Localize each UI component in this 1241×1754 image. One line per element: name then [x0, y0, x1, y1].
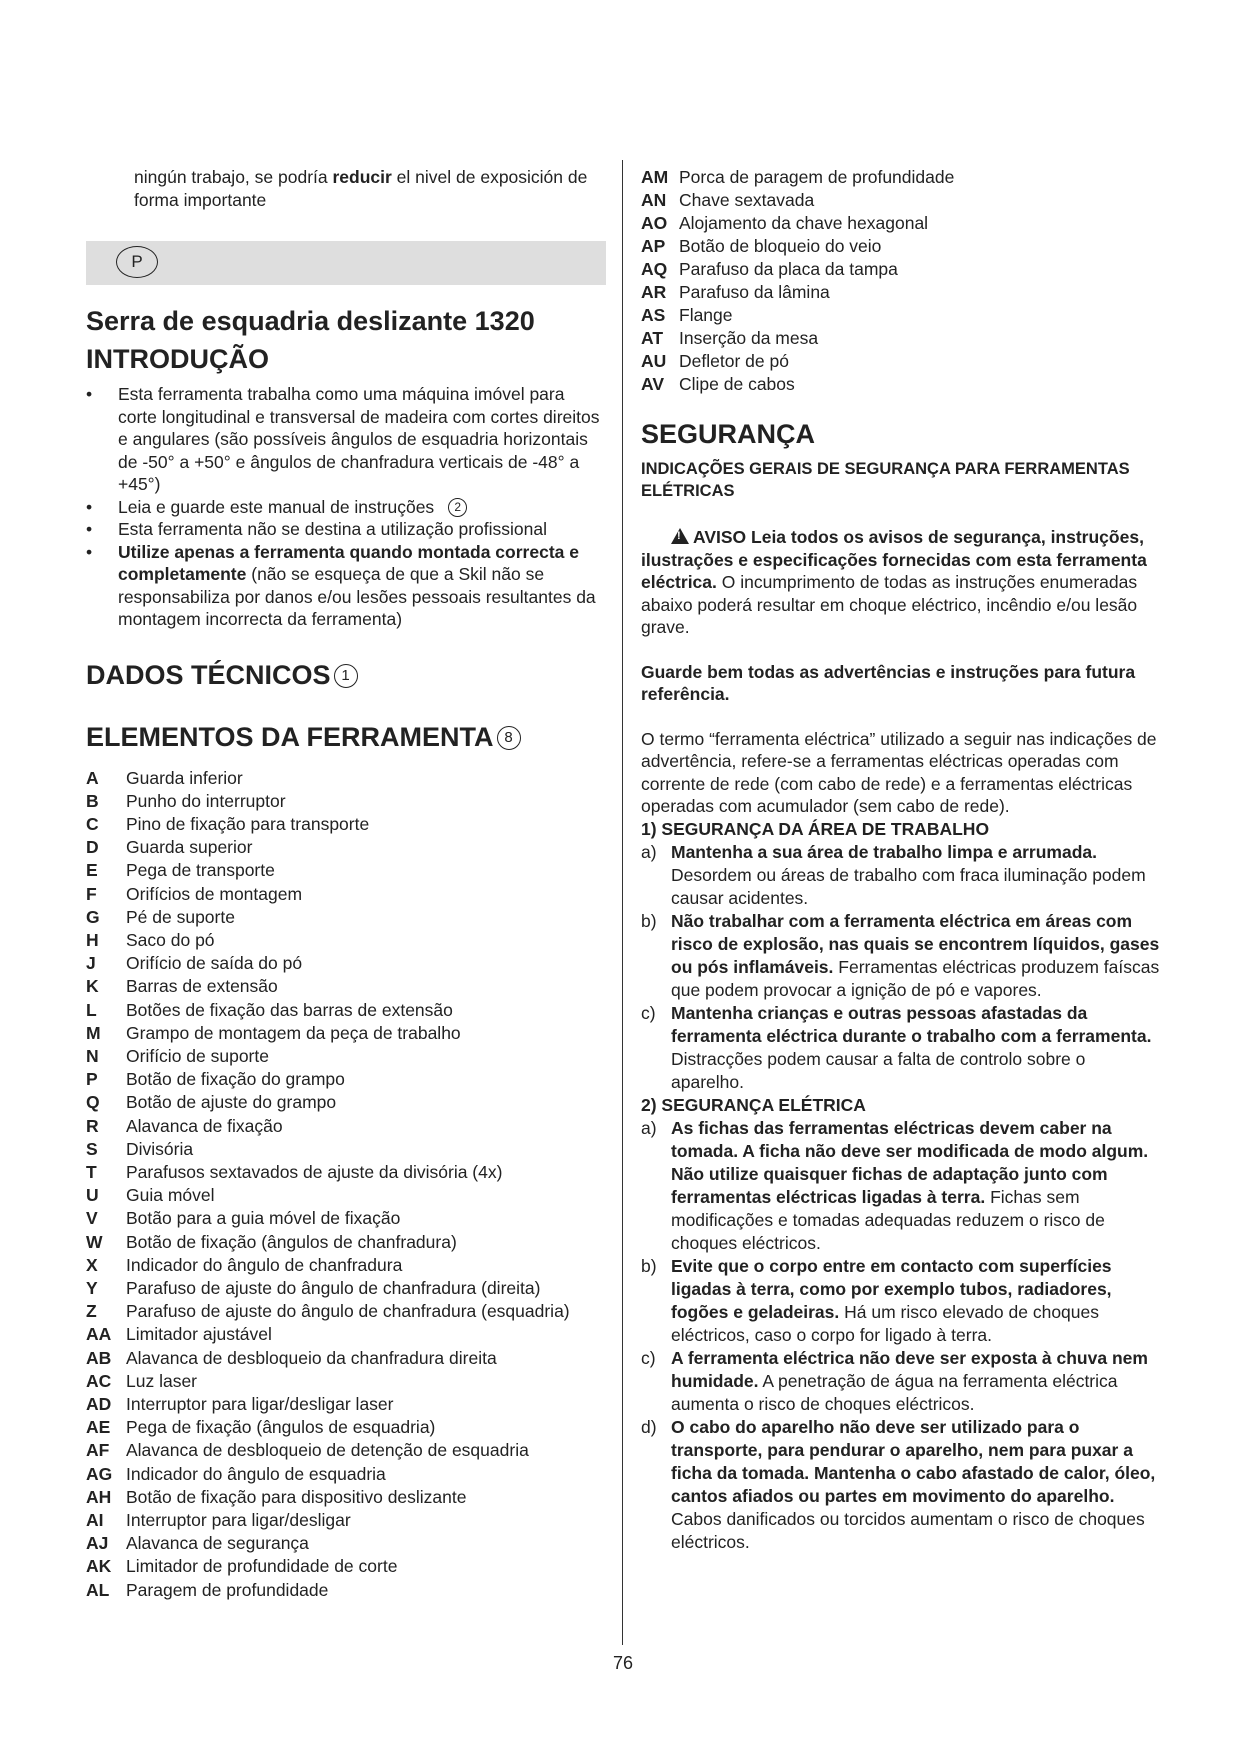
- left-column: [86, 166, 606, 1602]
- element-label: Pega de transporte: [126, 860, 275, 881]
- element-code: S: [86, 1138, 98, 1159]
- element-label: Barras de extensão: [126, 976, 278, 997]
- item-bold-text: Mantenha a sua área de trabalho limpa e arrumada.: [671, 841, 1097, 862]
- element-row: [86, 1184, 606, 1207]
- element-row: [86, 1207, 606, 1230]
- element-label: Orifício de suporte: [126, 1045, 269, 1066]
- element-code: U: [86, 1185, 99, 1206]
- figure-ref-8: 8: [497, 726, 521, 750]
- element-code: AK: [86, 1556, 112, 1577]
- list-item: • Utilize apenas a ferramenta quando montada correcta e completamente (não se esqueça de que a Skil não se responsabiliza por danos e/ou lesões pessoais resultantes da montagem incorrecta da ferramenta): [86, 541, 606, 631]
- item-bold-text: Mantenha crianças e outras pessoas afastadas da ferramenta eléctrica durante o trabalho com a ferramenta.: [671, 1002, 1152, 1046]
- language-bar: [86, 241, 606, 285]
- item-letter: b): [641, 910, 657, 931]
- element-code: A: [86, 767, 99, 788]
- item-bold-text: As fichas das ferramentas eléctricas devem caber na tomada. A ficha não deve ser modificada de modo algum. Não utilize quaisquer fichas de adaptação junto com ferramentas eléctricas ligadas à terra.: [671, 1117, 1149, 1207]
- element-label: Indicador do ângulo de chanfradura: [126, 1254, 403, 1275]
- list-item: • Esta ferramenta não se destina a utilização profissional: [86, 518, 606, 541]
- document-title: Serra de esquadria deslizante 1320: [86, 306, 535, 336]
- figure-ref-2: 2: [448, 498, 467, 517]
- element-row: [86, 975, 606, 998]
- dados-tecnicos-heading: DADOS TÉCNICOS 1: [86, 657, 606, 693]
- item-text: Cabos danificados ou torcidos aumentam o risco de choques eléctricos.: [671, 1508, 1145, 1552]
- element-label: Botão de fixação (ângulos de chanfradura): [126, 1231, 457, 1252]
- element-code: K: [86, 976, 99, 997]
- element-row: [86, 1161, 606, 1184]
- element-row: [641, 373, 1161, 396]
- element-row: [86, 883, 606, 906]
- figure-ref-1: 1: [334, 664, 358, 688]
- item-bold-text: Não trabalhar com a ferramenta eléctrica em áreas com risco de explosão, nas quais se encontrem líquidos, gases ou pós inflamáveis.: [671, 910, 1160, 977]
- element-code: R: [86, 1115, 99, 1136]
- element-code: C: [86, 813, 99, 834]
- element-label: Interruptor para ligar/desligar: [126, 1510, 351, 1530]
- element-row: [641, 166, 1161, 189]
- element-row: [86, 1138, 606, 1161]
- element-row: [86, 1300, 606, 1323]
- element-label: Botão de ajuste do grampo: [126, 1092, 337, 1113]
- element-row: [86, 1323, 606, 1346]
- element-code: AQ: [641, 259, 668, 279]
- safety-item: [641, 910, 1161, 1002]
- element-row: [86, 1347, 606, 1370]
- element-label: Paragem de profundidade: [126, 1579, 329, 1600]
- element-row: [641, 189, 1161, 212]
- element-code: AG: [86, 1463, 113, 1484]
- element-row: [86, 999, 606, 1022]
- element-code: AU: [641, 351, 667, 371]
- element-row: [641, 235, 1161, 258]
- element-row: [86, 790, 606, 813]
- element-code: W: [86, 1231, 103, 1252]
- element-label: Alavanca de fixação: [126, 1115, 283, 1136]
- seguranca-subheading: INDICAÇÕES GERAIS DE SEGURANÇA PARA FERRAMENTAS ELÉTRICAS: [641, 460, 1130, 500]
- element-label: Alavanca de segurança: [126, 1533, 309, 1554]
- safety-item: [641, 1347, 1161, 1416]
- element-code: F: [86, 883, 97, 904]
- element-label: Botão de bloqueio do veio: [679, 236, 882, 256]
- element-code: AJ: [86, 1533, 109, 1554]
- safety-item: [641, 1002, 1161, 1094]
- safety-item: [641, 1117, 1161, 1255]
- element-code: Z: [86, 1301, 97, 1322]
- element-code: E: [86, 860, 98, 881]
- element-code: AF: [86, 1440, 110, 1461]
- element-label: Alojamento da chave hexagonal: [679, 213, 929, 233]
- element-label: Parafuso de ajuste do ângulo de chanfradura (esquadria): [126, 1301, 570, 1322]
- element-row: [86, 859, 606, 882]
- element-label: Parafuso da lâmina: [679, 282, 830, 302]
- element-label: Clipe de cabos: [679, 374, 795, 394]
- element-code: J: [86, 953, 96, 974]
- element-row: [86, 1486, 606, 1509]
- item-text: Há um risco elevado de choques eléctricos, caso o corpo for ligado à terra.: [671, 1301, 1099, 1345]
- element-row: [86, 1115, 606, 1138]
- element-code: AB: [86, 1347, 112, 1368]
- element-label: Divisória: [126, 1138, 194, 1159]
- element-code: AN: [641, 190, 667, 210]
- element-row: [86, 767, 606, 790]
- element-row: [86, 929, 606, 952]
- element-row: [86, 1091, 606, 1114]
- previous-text-continuation: ningún trabajo, se podría reducir el nivel de exposición de forma importante: [134, 167, 588, 210]
- element-row: [86, 1045, 606, 1068]
- item-letter: d): [641, 1416, 657, 1437]
- item-bold-text: O cabo do aparelho não deve ser utilizado para o transporte, para pendurar o aparelho, nem para puxar a ficha da tomada. Mantenha o cabo afastado de calor, óleo, cantos afiados ou partes em movimento do aparelho.: [671, 1416, 1156, 1506]
- element-code: AH: [86, 1486, 112, 1507]
- termo-paragraph: O termo “ferramenta eléctrica” utilizado a seguir nas indicações de advertência, refere-se a ferramentas eléctricas operadas com corrente de rede (com cabo de rede) e a ferramentas eléctricas operadas com acumulador (sem cabo de rede).: [641, 728, 1157, 816]
- element-code: G: [86, 906, 100, 927]
- element-label: Guarda superior: [126, 837, 253, 858]
- element-label: Chave sextavada: [679, 190, 815, 210]
- element-row: [86, 1393, 606, 1416]
- element-code: L: [86, 999, 97, 1020]
- element-label: Alavanca de desbloqueio de detenção de esquadria: [126, 1440, 529, 1461]
- element-row: [86, 836, 606, 859]
- element-code: T: [86, 1161, 97, 1182]
- element-row: [86, 1555, 606, 1578]
- area-trabalho-list: [641, 841, 1161, 1094]
- element-code: AA: [86, 1324, 112, 1345]
- language-badge: P: [116, 246, 158, 278]
- right-column: [641, 166, 1161, 1554]
- element-code: V: [86, 1208, 98, 1229]
- element-label: Botões de fixação das barras de extensão: [126, 999, 453, 1020]
- list-item: • Leia e guarde este manual de instruções 2: [86, 496, 606, 519]
- element-label: Parafuso da placa da tampa: [679, 259, 898, 279]
- element-row: [86, 813, 606, 836]
- element-code: P: [86, 1069, 98, 1090]
- element-code: N: [86, 1045, 99, 1066]
- element-label: Botão de fixação para dispositivo deslizante: [126, 1486, 467, 1507]
- element-label: Interruptor para ligar/desligar laser: [126, 1393, 394, 1414]
- element-code: AL: [86, 1579, 110, 1600]
- element-label: Porca de paragem de profundidade: [679, 167, 955, 187]
- element-row: [86, 1370, 606, 1393]
- element-code: Y: [86, 1277, 98, 1298]
- list-item: • Esta ferramenta trabalha como uma máquina imóvel para corte longitudinal e transversal de madeira com cortes direitos e angulares (são possíveis ângulos de esquadria horizontais de -50° a +50° e ângulos de chanfradura verticais de -48° a +45°): [86, 383, 606, 496]
- element-code: H: [86, 929, 99, 950]
- seguranca-heading: SEGURANÇA: [641, 419, 816, 449]
- item-bold-text: Evite que o corpo entre em contacto com superfícies ligadas à terra, como por exemplo tubos, radiadores, fogões e geladeiras.: [671, 1255, 1112, 1322]
- element-code: AO: [641, 213, 668, 233]
- element-label: Pino de fixação para transporte: [126, 813, 370, 834]
- elements-list: [86, 767, 606, 1602]
- element-code: AC: [86, 1370, 112, 1391]
- item-letter: c): [641, 1347, 656, 1368]
- element-row: [86, 1068, 606, 1091]
- element-label: Pega de fixação (ângulos de esquadria): [126, 1417, 436, 1438]
- item-letter: a): [641, 841, 657, 862]
- keep-instructions-note: Guarde bem todas as advertências e instruções para futura referência.: [641, 661, 1136, 704]
- element-code: Q: [86, 1092, 100, 1113]
- column-divider: [622, 160, 623, 1645]
- warning-icon: [671, 528, 689, 544]
- element-label: Guia móvel: [126, 1185, 215, 1206]
- seguranca-eletrica-heading: 2) SEGURANÇA ELÉTRICA: [641, 1094, 866, 1115]
- item-text: Desordem ou áreas de trabalho com fraca iluminação podem causar acidentes.: [671, 864, 1146, 908]
- element-code: AI: [86, 1510, 104, 1530]
- element-label: Grampo de montagem da peça de trabalho: [126, 1022, 461, 1043]
- element-row: [86, 1509, 606, 1532]
- element-label: Parafusos sextavados de ajuste da divisória (4x): [126, 1161, 503, 1182]
- element-row: [641, 304, 1161, 327]
- item-letter: b): [641, 1255, 657, 1276]
- item-bold-text: A ferramenta eléctrica não deve ser exposta à chuva nem humidade.: [671, 1347, 1148, 1391]
- element-label: Botão de fixação do grampo: [126, 1069, 345, 1090]
- element-code: AS: [641, 305, 666, 325]
- element-row: [86, 1579, 606, 1602]
- element-label: Orifícios de montagem: [126, 883, 303, 904]
- element-label: Orifício de saída do pó: [126, 953, 303, 974]
- element-row: [86, 1416, 606, 1439]
- element-code: D: [86, 837, 99, 858]
- element-row: [641, 350, 1161, 373]
- element-row: [86, 1463, 606, 1486]
- warning-paragraph: !AVISO Leia todos os avisos de segurança, instruções, ilustrações e especificações fornecidas com esta ferramenta eléctrica. O incumprimento de todas as instruções enumeradas abaixo poderá resultar em choque eléctrico, incêndio e/ou lesão grave.: [641, 526, 1161, 639]
- element-row: [86, 906, 606, 929]
- safety-item: [641, 1255, 1161, 1347]
- element-row: [86, 1532, 606, 1555]
- element-label: Limitador de profundidade de corte: [126, 1556, 398, 1577]
- element-code: AP: [641, 236, 666, 256]
- item-text: A penetração de água na ferramenta eléctrica aumenta o risco de choques eléctricos.: [671, 1370, 1118, 1414]
- element-code: AM: [641, 167, 669, 187]
- element-label: Defletor de pó: [679, 351, 789, 371]
- element-label: Inserção da mesa: [679, 328, 819, 348]
- item-text: Ferramentas eléctricas produzem faíscas que podem provocar a ignição de pó e vapores.: [671, 956, 1160, 1000]
- elements-list-continued: [641, 166, 1161, 396]
- element-label: Flange: [679, 305, 733, 325]
- element-code: AV: [641, 374, 665, 394]
- safety-item: [641, 841, 1161, 910]
- element-row: [86, 1254, 606, 1277]
- element-label: Indicador do ângulo de esquadria: [126, 1463, 386, 1484]
- element-row: [86, 952, 606, 975]
- item-text: Distracções podem causar a falta de controlo sobre o aparelho.: [671, 1048, 1086, 1092]
- item-text: Fichas sem modificações e tomadas adequadas reduzem o risco de choques eléctricos.: [671, 1186, 1105, 1253]
- introducao-list: [86, 383, 606, 631]
- element-label: Alavanca de desbloqueio da chanfradura direita: [126, 1347, 497, 1368]
- element-label: Parafuso de ajuste do ângulo de chanfradura (direita): [126, 1277, 541, 1298]
- element-row: [86, 1022, 606, 1045]
- elementos-heading: ELEMENTOS DA FERRAMENTA 8: [86, 719, 606, 755]
- element-code: M: [86, 1022, 101, 1043]
- area-trabalho-heading: 1) SEGURANÇA DA ÁREA DE TRABALHO: [641, 818, 990, 839]
- element-code: B: [86, 790, 99, 811]
- element-row: [641, 327, 1161, 350]
- page-number: 76: [612, 1653, 634, 1673]
- element-label: Luz laser: [126, 1370, 198, 1391]
- element-label: Saco do pó: [126, 929, 215, 950]
- element-label: Botão para a guia móvel de fixação: [126, 1208, 401, 1229]
- safety-item: [641, 1416, 1161, 1554]
- element-label: Punho do interruptor: [126, 790, 286, 811]
- element-row: [86, 1439, 606, 1462]
- element-row: [86, 1231, 606, 1254]
- element-code: AE: [86, 1417, 111, 1438]
- element-label: Guarda inferior: [126, 767, 243, 788]
- element-row: [641, 258, 1161, 281]
- element-code: AR: [641, 282, 667, 302]
- introducao-heading: INTRODUÇÃO: [86, 344, 269, 374]
- element-code: X: [86, 1254, 98, 1275]
- element-row: [86, 1277, 606, 1300]
- element-row: [641, 281, 1161, 304]
- element-row: [641, 212, 1161, 235]
- item-letter: a): [641, 1117, 657, 1138]
- element-label: Pé de suporte: [126, 906, 235, 927]
- item-letter: c): [641, 1002, 656, 1023]
- element-code: AT: [641, 328, 664, 348]
- element-label: Limitador ajustável: [126, 1324, 272, 1345]
- seguranca-eletrica-list: [641, 1117, 1161, 1554]
- element-code: AD: [86, 1393, 112, 1414]
